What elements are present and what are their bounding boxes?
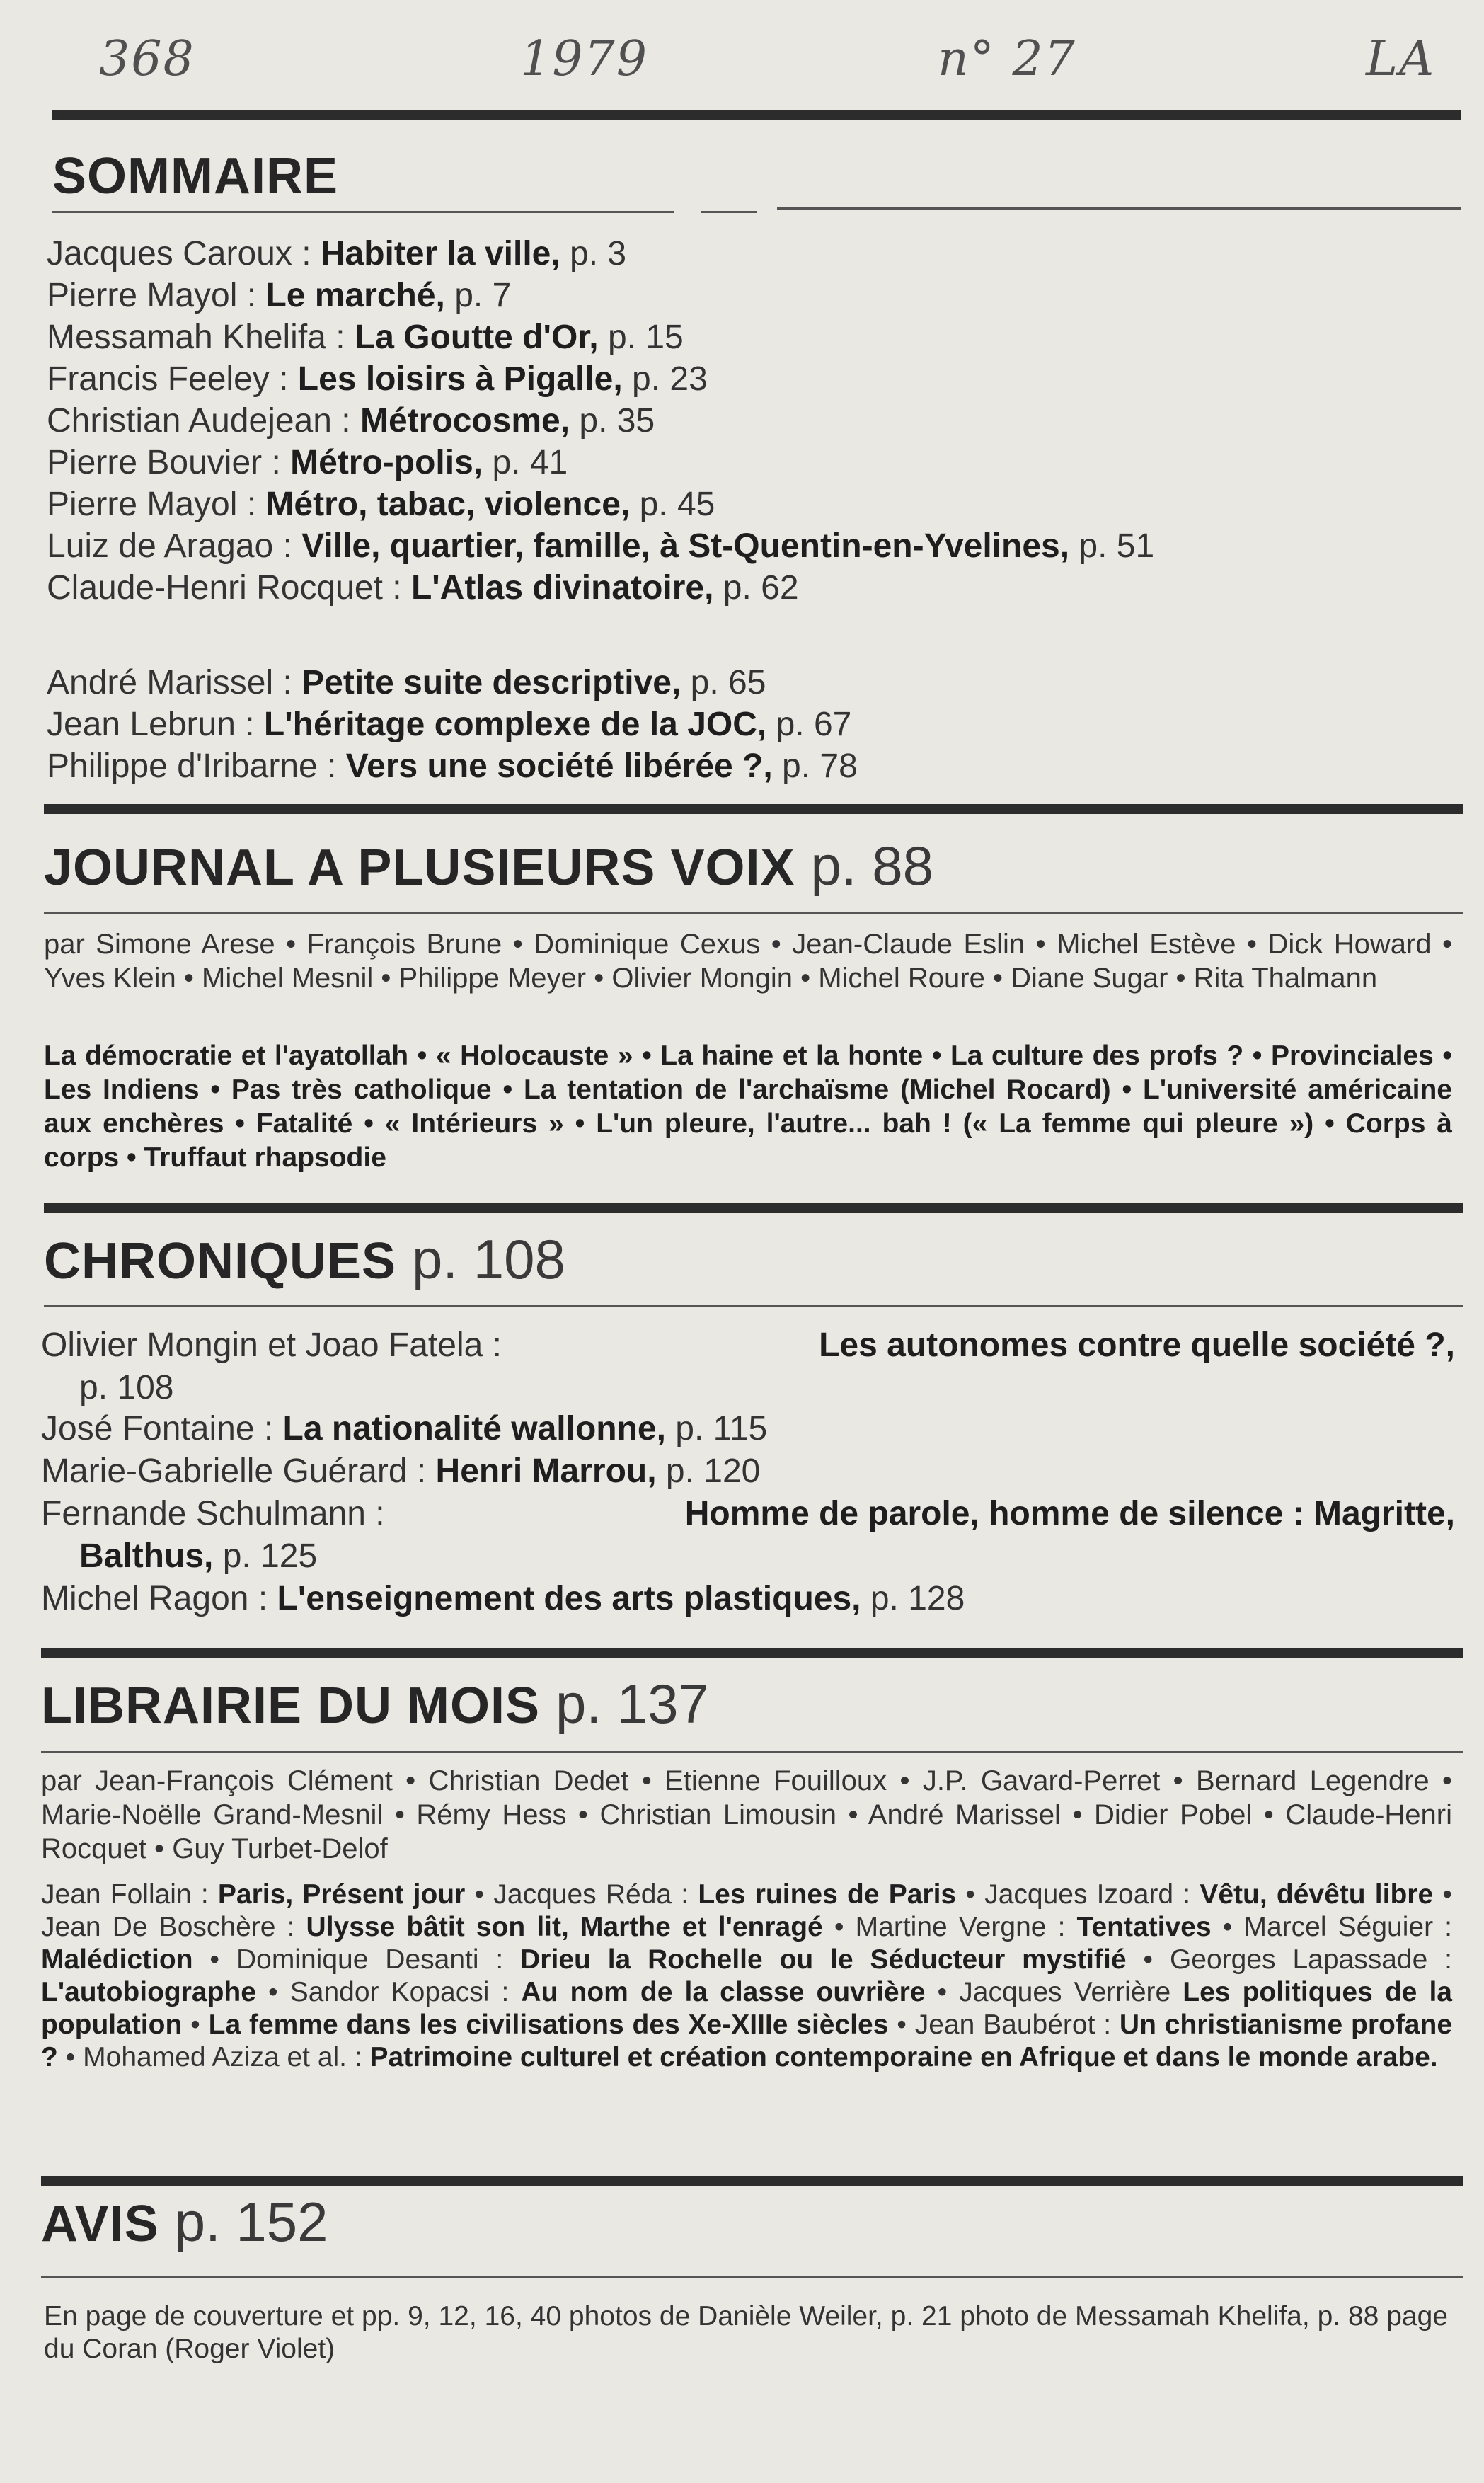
review-author: Jean Follain : bbox=[41, 1879, 218, 1910]
sommaire-entry bbox=[47, 401, 655, 442]
chronique-page: p. 108 bbox=[79, 1369, 174, 1406]
review-title: Un christianisme profane ? bbox=[41, 2009, 1453, 2072]
review-title: Tentatives bbox=[1076, 1912, 1212, 1942]
entry-author: Philippe d'Iribarne bbox=[47, 747, 318, 785]
entry-separator: : bbox=[326, 319, 355, 356]
divider bbox=[777, 207, 1461, 210]
review-title: Malédiction bbox=[41, 1944, 193, 1975]
entry-author: Pierre Mayol bbox=[47, 486, 238, 523]
review-author: Jean De Boschère : bbox=[41, 1912, 306, 1942]
entry-page: p. 15 bbox=[598, 319, 684, 356]
sommaire-entry bbox=[47, 663, 766, 704]
handwritten-note: 368 bbox=[99, 31, 195, 87]
review-title: L'autobiographe bbox=[41, 1977, 256, 2007]
entry-title: Le marché, bbox=[265, 277, 445, 314]
entry-author: Claude-Henri Rocquet bbox=[47, 569, 383, 607]
review-title: La femme dans les civilisations des Xe-XIIIe siècles bbox=[208, 2009, 889, 2040]
entry-title: L'héritage complexe de la JOC, bbox=[263, 706, 767, 743]
entry-page: p. 23 bbox=[622, 360, 708, 398]
review-author: Mohamed Aziza et al. : bbox=[83, 2042, 370, 2072]
sommaire-entry bbox=[47, 704, 851, 745]
entry-page: p. 51 bbox=[1069, 527, 1155, 565]
sommaire-entry bbox=[47, 317, 684, 358]
handwritten-note: n° 27 bbox=[938, 31, 1076, 87]
entry-title: Vers une société libérée ?, bbox=[345, 747, 773, 785]
entry-separator: : bbox=[273, 527, 302, 565]
chronique-entry: Marie-Gabrielle Guérard : Henri Marrou, p. 120 bbox=[41, 1452, 761, 1490]
entry-separator: : bbox=[262, 444, 291, 481]
review-title: Au nom de la classe ouvrière bbox=[521, 1977, 926, 2007]
entry-page: p. 67 bbox=[766, 706, 852, 743]
entry-page: p. 41 bbox=[483, 444, 568, 481]
review-author: Martine Vergne : bbox=[855, 1912, 1077, 1942]
entry-author: Pierre Mayol bbox=[47, 277, 238, 314]
sommaire-entry bbox=[47, 526, 1154, 567]
photo-credits: En page de couverture et pp. 9, 12, 16, 40 photos de Danièle Weiler, p. 21 photo de Messamah Khelifa, p. 88 page du Coran (Roger Violet) bbox=[44, 2301, 1448, 2364]
divider bbox=[52, 110, 1461, 120]
review-author: Sandor Kopacsi : bbox=[289, 1977, 522, 2007]
review-title: Les politiques de la population bbox=[41, 1977, 1452, 2040]
entry-separator: : bbox=[269, 360, 298, 398]
sommaire-entry bbox=[47, 746, 858, 787]
divider bbox=[44, 1203, 1463, 1213]
sommaire-entry bbox=[47, 484, 715, 525]
librairie-contributors: par Jean-François Clément • Christian Dedet • Etienne Fouilloux • J.P. Gavard-Perret • Bernard Legendre • Marie-Noëlle Grand-Mesnil • Rémy Hess • Christian Limousin • André Marissel • Didier Pobel • Claude-Henri Rocquet • Guy Turbet-Delof bbox=[41, 1765, 1452, 1864]
entry-author: Jean Lebrun bbox=[47, 706, 236, 743]
entry-separator: : bbox=[331, 402, 360, 440]
chronique-entry: Michel Ragon : L'enseignement des arts plastiques, p. 128 bbox=[41, 1580, 965, 1617]
review-title: Paris, Présent jour bbox=[217, 1879, 466, 1910]
entry-page: p. 35 bbox=[570, 402, 655, 440]
review-author: Dominique Desanti : bbox=[236, 1944, 521, 1975]
entry-page: p. 45 bbox=[630, 486, 715, 523]
entry-page: p. 62 bbox=[713, 569, 799, 607]
librairie-reviews: Jean Follain : Paris, Présent jour • Jacques Réda : Les ruines de Paris • Jacques Izoard : Vêtu, dévêtu libre • Jean De Boschère : Ulysse bâtit son lit, Marthe et l'enragé • Martine Vergne : Tentatives • Marcel Séguier : Malédiction • Dominique Desanti : Drieu la Rochelle ou le Séducteur mystifié • Georges Lapassade : L'autobiographe • Sandor Kopacsi : Au nom de la classe ouvrière • Jacques Verrière Les politiques de la population • La femme dans les civilisations des Xe-XIIIe siècles • Jean Baubérot : Un christianisme profane ? • Mohamed Aziza et al. : Patrimoine culturel et création contemporaine en Afrique et dans le monde arabe. bbox=[41, 1879, 1453, 2072]
chronique-entry: José Fontaine : La nationalité wallonne, p. 115 bbox=[41, 1410, 768, 1447]
review-title: Patrimoine culturel et création contemporaine en Afrique et dans le monde arabe. bbox=[369, 2042, 1438, 2072]
sommaire-entry bbox=[47, 442, 568, 483]
review-title: Drieu la Rochelle ou le Séducteur mystifié bbox=[520, 1944, 1127, 1975]
entry-author: Luiz de Aragao bbox=[47, 527, 274, 565]
section-heading-journal: JOURNAL A PLUSIEURS VOIX p. 88 bbox=[44, 835, 933, 897]
review-author: Jacques Verrière bbox=[959, 1977, 1183, 2007]
entry-separator: : bbox=[235, 706, 264, 743]
divider bbox=[52, 211, 674, 213]
entry-title: Petite suite descriptive, bbox=[301, 664, 681, 701]
section-heading-sommaire: SOMMAIRE bbox=[52, 148, 338, 205]
entry-page: p. 65 bbox=[681, 664, 766, 701]
entry-separator: : bbox=[317, 747, 346, 785]
entry-author: Messamah Khelifa bbox=[47, 319, 326, 356]
entry-separator: : bbox=[382, 569, 411, 607]
chronique-entry-cont: Balthus, p. 125 bbox=[79, 1537, 318, 1575]
divider bbox=[41, 1648, 1463, 1658]
entry-title: Habiter la ville, bbox=[320, 235, 560, 273]
entry-author: André Marissel bbox=[47, 664, 274, 701]
handwritten-note: 1979 bbox=[520, 31, 649, 87]
entry-page: p. 78 bbox=[772, 747, 858, 785]
divider bbox=[701, 211, 757, 213]
entry-page: p. 3 bbox=[560, 235, 627, 273]
divider bbox=[44, 1305, 1463, 1307]
journal-contributors: par Simone Arese • François Brune • Dominique Cexus • Jean-Claude Eslin • Michel Estève • Dick Howard • Yves Klein • Michel Mesnil • Philippe Meyer • Olivier Mongin • Michel Roure • Diane Sugar • Rita Thalmann bbox=[44, 929, 1452, 994]
divider bbox=[44, 912, 1463, 914]
entry-separator: : bbox=[237, 486, 266, 523]
entry-author: Christian Audejean bbox=[47, 402, 332, 440]
entry-author: Pierre Bouvier bbox=[47, 444, 263, 481]
divider bbox=[41, 2276, 1463, 2278]
review-author: Jean Baubérot : bbox=[914, 2009, 1120, 2040]
review-author: Marcel Séguier : bbox=[1243, 1912, 1453, 1942]
entry-title: Les loisirs à Pigalle, bbox=[297, 360, 623, 398]
section-heading-librairie: LIBRAIRIE DU MOIS p. 137 bbox=[41, 1673, 709, 1735]
divider bbox=[41, 1751, 1463, 1753]
review-title: Ulysse bâtit son lit, Marthe et l'enragé bbox=[306, 1912, 823, 1942]
entry-separator: : bbox=[237, 277, 266, 314]
entry-author: Jacques Caroux bbox=[47, 235, 292, 273]
entry-separator: : bbox=[273, 664, 302, 701]
sommaire-entry bbox=[47, 275, 511, 316]
divider bbox=[44, 804, 1463, 814]
review-author: Georges Lapassade : bbox=[1169, 1944, 1452, 1975]
review-author: Jacques Réda : bbox=[493, 1879, 698, 1910]
chronique-entry: Fernande Schulmann : Homme de parole, homme de silence : Magritte, bbox=[41, 1495, 1455, 1532]
entry-page: p. 7 bbox=[444, 277, 512, 314]
sommaire-entry bbox=[47, 359, 708, 400]
journal-topics: La démocratie et l'ayatollah • « Holocauste » • La haine et la honte • La culture des profs ? • Provinciales • Les Indiens • Pas très catholique • La tentation de l'archaïsme (Michel Rocard) • L'université américaine aux enchères • Fatalité • « Intérieurs » • L'un pleure, l'autre... bah ! (« La femme qui pleure ») • Corps à corps • Truffaut rhapsodie bbox=[44, 1040, 1452, 1173]
chronique-entry: Olivier Mongin et Joao Fatela : Les autonomes contre quelle société ?, bbox=[41, 1326, 1455, 1364]
entry-title: Métro, tabac, violence, bbox=[265, 486, 631, 523]
review-title: Vêtu, dévêtu libre bbox=[1200, 1879, 1434, 1910]
entry-title: Ville, quartier, famille, à St-Quentin-en-Yvelines, bbox=[301, 527, 1070, 565]
handwritten-note: LA bbox=[1366, 31, 1436, 87]
sommaire-entry bbox=[47, 234, 626, 275]
entry-separator: : bbox=[292, 235, 321, 273]
section-heading-chroniques: CHRONIQUES p. 108 bbox=[44, 1228, 565, 1290]
entry-title: L'Atlas divinatoire, bbox=[410, 569, 714, 607]
divider bbox=[41, 2176, 1463, 2186]
entry-author: Francis Feeley bbox=[47, 360, 270, 398]
sommaire-entry bbox=[47, 568, 799, 609]
entry-title: Métrocosme, bbox=[360, 402, 570, 440]
entry-title: Métro-polis, bbox=[290, 444, 483, 481]
review-title: Les ruines de Paris bbox=[698, 1879, 957, 1910]
entry-title: La Goutte d'Or, bbox=[354, 319, 599, 356]
review-author: Jacques Izoard : bbox=[984, 1879, 1200, 1910]
section-heading-avis: AVIS p. 152 bbox=[41, 2191, 328, 2253]
